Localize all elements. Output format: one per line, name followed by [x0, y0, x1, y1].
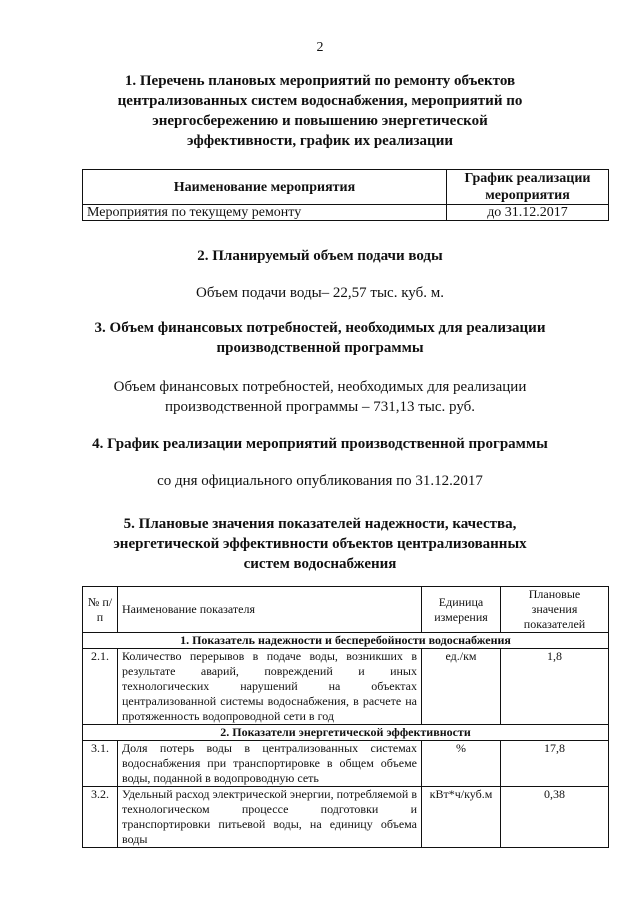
- table-row: [83, 787, 609, 848]
- activity-cell: Мероприятия по текущему ремонту: [83, 205, 447, 221]
- schedule-period-text: со дня официального опубликования по 31.12.2017: [157, 473, 483, 489]
- activities-table: [82, 169, 609, 221]
- indicators-table: [82, 586, 609, 848]
- row-number: 3.2.: [83, 787, 118, 848]
- section-2-title: 2. Планируемый объем подачи воды: [197, 248, 443, 264]
- section-1-title: 1. Перечень плановых мероприятий по ремонту объектов централизованных систем водоснабжения, мероприятий по энергосбережению и повышению энергетической эффективности, график их реализации: [117, 73, 523, 149]
- schedule-cell: до 31.12.2017: [447, 205, 609, 221]
- financial-needs-text: Объем финансовых потребностей, необходимых для реализации производственной программы – 731,13 тыс. руб.: [113, 379, 527, 415]
- indicator-unit: %: [422, 741, 501, 787]
- table-header-row: [83, 170, 609, 205]
- row-number: 2.1.: [83, 649, 118, 725]
- indicator-value: 0,38: [501, 787, 609, 848]
- indicator-unit: ед./км: [422, 649, 501, 725]
- indicator-value: 1,8: [501, 649, 609, 725]
- section-3-title: 3. Объем финансовых потребностей, необходимых для реализации производственной программы: [94, 320, 546, 356]
- table-row: [83, 649, 609, 725]
- reliability-group-title: 1. Показатель надежности и бесперебойности водоснабжения: [83, 633, 609, 649]
- table-header-row: [83, 587, 609, 633]
- indicator-name: Удельный расход электрической энергии, потребляемой в технологическом процессе подготовки и транспортировки питьевой воды, на единицу объема воды: [118, 787, 422, 848]
- water-volume-text: Объем подачи воды– 22,57 тыс. куб. м.: [196, 285, 444, 301]
- column-header-unit: Единица измерения: [422, 587, 501, 633]
- column-header-indicator: Наименование показателя: [118, 587, 422, 633]
- indicator-value: 17,8: [501, 741, 609, 787]
- table-group-row: [83, 633, 609, 649]
- column-header-activity: Наименование мероприятия: [83, 170, 447, 205]
- table-group-row: [83, 725, 609, 741]
- page-number: 2: [316, 40, 324, 55]
- column-header-planned-values: Плановые значения показателей: [501, 587, 609, 633]
- column-header-schedule: График реализации мероприятия: [447, 170, 609, 205]
- section-4-title: 4. График реализации мероприятий производственной программы: [92, 436, 548, 452]
- table-row: [83, 205, 609, 221]
- row-number: 3.1.: [83, 741, 118, 787]
- table-row: [83, 741, 609, 787]
- energy-efficiency-group-title: 2. Показатели энергетической эффективности: [83, 725, 609, 741]
- indicator-name: Количество перерывов в подаче воды, возникших в результате аварий, повреждений и иных технологических нарушений на объектах централизованной системы водоснабжения, в расчете на протяженность водопроводной сети в год: [118, 649, 422, 725]
- column-header-number: № п/п: [83, 587, 118, 633]
- indicator-unit: кВт*ч/куб.м: [422, 787, 501, 848]
- section-5-title: 5. Плановые значения показателей надежности, качества, энергетической эффективности объектов централизованных систем водоснабжения: [113, 516, 527, 572]
- indicator-name: Доля потерь воды в централизованных системах водоснабжения при транспортировке в общем объеме воды, поданной в водопроводную сеть: [118, 741, 422, 787]
